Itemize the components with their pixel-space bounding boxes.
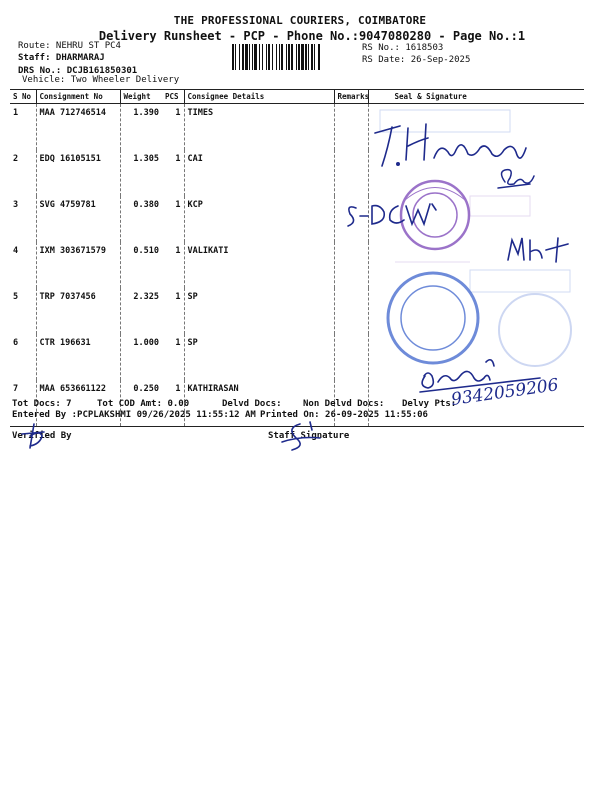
- barcode-bar: [235, 44, 236, 70]
- row-sno: 1: [13, 108, 19, 118]
- barcode-bar: [281, 44, 283, 70]
- col-seal-signature: Seal & Signature: [368, 90, 584, 104]
- barcode-bar: [301, 44, 304, 70]
- staff-signature-label: Staff Signature: [268, 431, 350, 441]
- rs-number: RS No.: 1618503: [362, 43, 444, 53]
- row-pcs: 1: [175, 338, 181, 348]
- barcode-bar: [232, 44, 234, 70]
- col-sno: S No: [10, 90, 36, 104]
- row-consignment: SVG 4759781: [36, 196, 120, 242]
- row-sno: 6: [13, 338, 19, 348]
- col-consignment: Consignment No: [36, 90, 120, 104]
- row-signature: [368, 196, 584, 242]
- row-sno: 4: [13, 246, 19, 256]
- row-signature: [368, 104, 584, 151]
- runsheet-table: [10, 89, 584, 427]
- barcode-bar: [268, 44, 270, 70]
- row-pcs: 1: [175, 154, 181, 164]
- row-consignee: SP: [184, 334, 334, 380]
- row-pcs: 1: [175, 200, 181, 210]
- row-pcs: 1: [162, 380, 184, 427]
- row-weight: 1.305: [120, 150, 162, 196]
- row-signature: [368, 334, 584, 380]
- row-remarks: [334, 288, 368, 334]
- barcode: [232, 44, 358, 70]
- barcode-bar: [262, 44, 263, 70]
- barcode-bar: [245, 44, 248, 70]
- row-consignee: SP: [184, 288, 334, 334]
- row-pcs: 1: [175, 292, 181, 302]
- barcode-bar: [276, 44, 277, 70]
- staff-label: Staff: DHARMARAJ: [18, 53, 105, 63]
- non-delivered-docs: Non Delvd Docs:: [303, 399, 385, 409]
- barcode-bar: [314, 44, 315, 70]
- row-consignment: EDQ 16105151: [36, 150, 120, 196]
- row-sno: 5: [13, 292, 19, 302]
- barcode-bar: [305, 44, 307, 70]
- route-label: Route: NEHRU ST PC4: [18, 41, 121, 51]
- row-remarks: [334, 334, 368, 380]
- row-weight: 0.250: [120, 380, 162, 427]
- barcode-bar: [279, 44, 280, 70]
- table-header-row: [10, 90, 584, 104]
- row-weight: 0.510: [120, 242, 162, 288]
- row-weight: 1.000: [120, 334, 162, 380]
- total-cod-amount: Tot COD Amt: 0.00: [97, 399, 190, 409]
- company-title: THE PROFESSIONAL COURIERS, COIMBATORE: [173, 14, 427, 27]
- total-docs: Tot Docs: 7: [12, 399, 72, 409]
- entered-by: Entered By :PCPLAKSHMI 09/26/2025 11:55:12 AM: [12, 410, 256, 420]
- row-consignment: CTR 196631: [36, 334, 120, 380]
- table-row: [10, 150, 584, 196]
- row-consignee: TIMES: [184, 104, 334, 151]
- runsheet-subtitle: Delivery Runsheet - PCP - Phone No.:9047080280 - Page No.:1: [98, 29, 526, 43]
- barcode-bar: [252, 44, 253, 70]
- row-signature: [368, 242, 584, 288]
- row-pcs: 1: [175, 108, 181, 118]
- handwritten-phone: 9342059206: [449, 375, 560, 410]
- barcode-bar: [308, 44, 309, 70]
- row-sno: 3: [13, 200, 19, 210]
- barcode-bar: [254, 44, 257, 70]
- row-remarks: [334, 150, 368, 196]
- vehicle-label: Vehicle: Two Wheeler Delivery: [22, 75, 180, 85]
- col-remarks: Remarks: [334, 90, 368, 104]
- row-remarks: [334, 196, 368, 242]
- row-consignment: MAA 712746514: [36, 104, 120, 151]
- barcode-bar: [242, 44, 244, 70]
- row-sno: 7: [10, 380, 36, 427]
- row-consignee: KATHIRASAN: [184, 380, 334, 427]
- row-consignee: VALIKATI: [184, 242, 334, 288]
- row-consignee: KCP: [184, 196, 334, 242]
- barcode-bar: [239, 44, 240, 70]
- barcode-bar: [311, 44, 313, 70]
- rs-date: RS Date: 26-Sep-2025: [362, 55, 471, 65]
- row-consignee: CAI: [184, 150, 334, 196]
- row-consignment: IXM 303671579: [36, 242, 120, 288]
- barcode-bar: [288, 44, 290, 70]
- table-row: [10, 334, 584, 380]
- col-weight: Weight: [120, 90, 162, 104]
- barcode-bar: [296, 44, 297, 70]
- barcode-bar: [272, 44, 273, 70]
- row-remarks: [334, 242, 368, 288]
- row-weight: 1.390: [120, 104, 162, 151]
- row-consignment: TRP 7037456: [36, 288, 120, 334]
- row-consignment: MAA 653661122: [36, 380, 120, 427]
- barcode-bar: [259, 44, 260, 70]
- table-row: [10, 242, 584, 288]
- delivered-docs: Delvd Docs:: [222, 399, 282, 409]
- barcode-bar: [249, 44, 250, 70]
- row-signature: [368, 288, 584, 334]
- row-remarks: [334, 104, 368, 151]
- row-sno: 2: [13, 154, 19, 164]
- table-row: [10, 196, 584, 242]
- barcode-bar: [286, 44, 287, 70]
- verified-by-label: Verified By: [12, 431, 72, 441]
- barcode-bar: [298, 44, 300, 70]
- barcode-bar: [318, 44, 320, 70]
- barcode-bar: [266, 44, 267, 70]
- col-consignee: Consignee Details: [184, 90, 334, 104]
- printed-on: Printed On: 26-09-2025 11:55:06: [260, 410, 428, 420]
- col-pcs: PCS: [162, 90, 184, 104]
- barcode-bar: [291, 44, 293, 70]
- drs-number: DRS No.: DCJB161850301: [18, 66, 138, 76]
- delivery-points: Delvy Pts:: [402, 399, 457, 409]
- row-pcs: 1: [175, 246, 181, 256]
- table-row: [10, 104, 584, 151]
- row-signature: [368, 150, 584, 196]
- table-row: [10, 288, 584, 334]
- row-weight: 0.380: [120, 196, 162, 242]
- row-weight: 2.325: [120, 288, 162, 334]
